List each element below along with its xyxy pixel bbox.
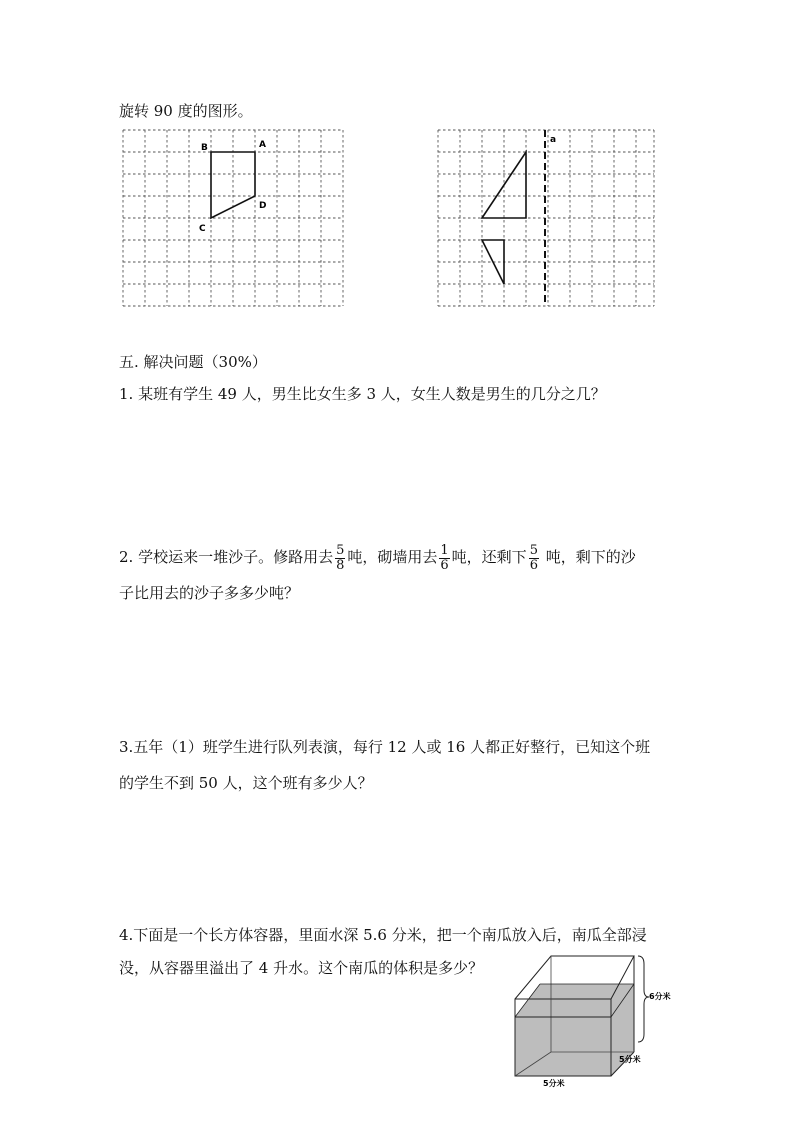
fraction-five-eighths (335, 544, 345, 573)
question-3-line-2: 的学生不到 50 人，这个班有多少人？ (119, 774, 373, 792)
question-4-line-1: 4.下面是一个长方体容器，里面水深 5.6 分米，把一个南瓜放入后，南瓜全部浸 (119, 926, 647, 944)
instruction-text: 旋转 90 度的图形。 (119, 102, 253, 120)
q2-text-part-1: 2. 学校运来一堆沙子。修路用去 (119, 548, 334, 566)
question-3-line-1: 3.五年（1）班学生进行队列表演，每行 12 人或 16 人都正好整行，已知这个班 (119, 738, 651, 756)
question-2-line-2: 子比用去的沙子多多少吨？ (119, 584, 300, 602)
question-2-line-1 (119, 540, 636, 574)
cuboid-container-figure (505, 950, 705, 1090)
question-4-line-2: 没，从容器里溢出了 4 升水。这个南瓜的体积是多少？ (119, 959, 484, 977)
fraction-numerator: 5 (336, 542, 345, 558)
vertex-label-b: B (201, 143, 208, 153)
vertex-label-d: D (259, 201, 267, 211)
fraction-five-sixths (529, 544, 539, 573)
axis-label: a (550, 135, 557, 145)
q2-text-part-3: 吨，还剩下 (451, 548, 527, 566)
vertex-label-c: C (199, 224, 206, 234)
vertex-label-a: A (259, 140, 266, 150)
fraction-denominator: 6 (529, 557, 538, 573)
right-grid-figure (433, 125, 663, 315)
question-1: 1. 某班有学生 49 人，男生比女生多 3 人，女生人数是男生的几分之几？ (119, 385, 606, 403)
fraction-one-sixth (439, 544, 449, 573)
fraction-denominator: 8 (336, 557, 345, 573)
depth-label: 5分米 (619, 1055, 641, 1064)
fraction-denominator: 6 (440, 557, 449, 573)
q2-text-part-4: 吨，剩下的沙 (540, 548, 636, 566)
left-grid-figure (115, 125, 350, 315)
fraction-numerator: 1 (440, 542, 449, 558)
width-label: 5分米 (543, 1079, 565, 1088)
q2-text-part-2: 吨，砌墙用去 (347, 548, 438, 566)
height-label: 6分米 (649, 992, 671, 1001)
water-region (515, 984, 634, 1076)
height-brace (638, 956, 649, 1042)
fraction-numerator: 5 (529, 542, 538, 558)
section-title: 五. 解决问题（30%） (119, 353, 267, 371)
